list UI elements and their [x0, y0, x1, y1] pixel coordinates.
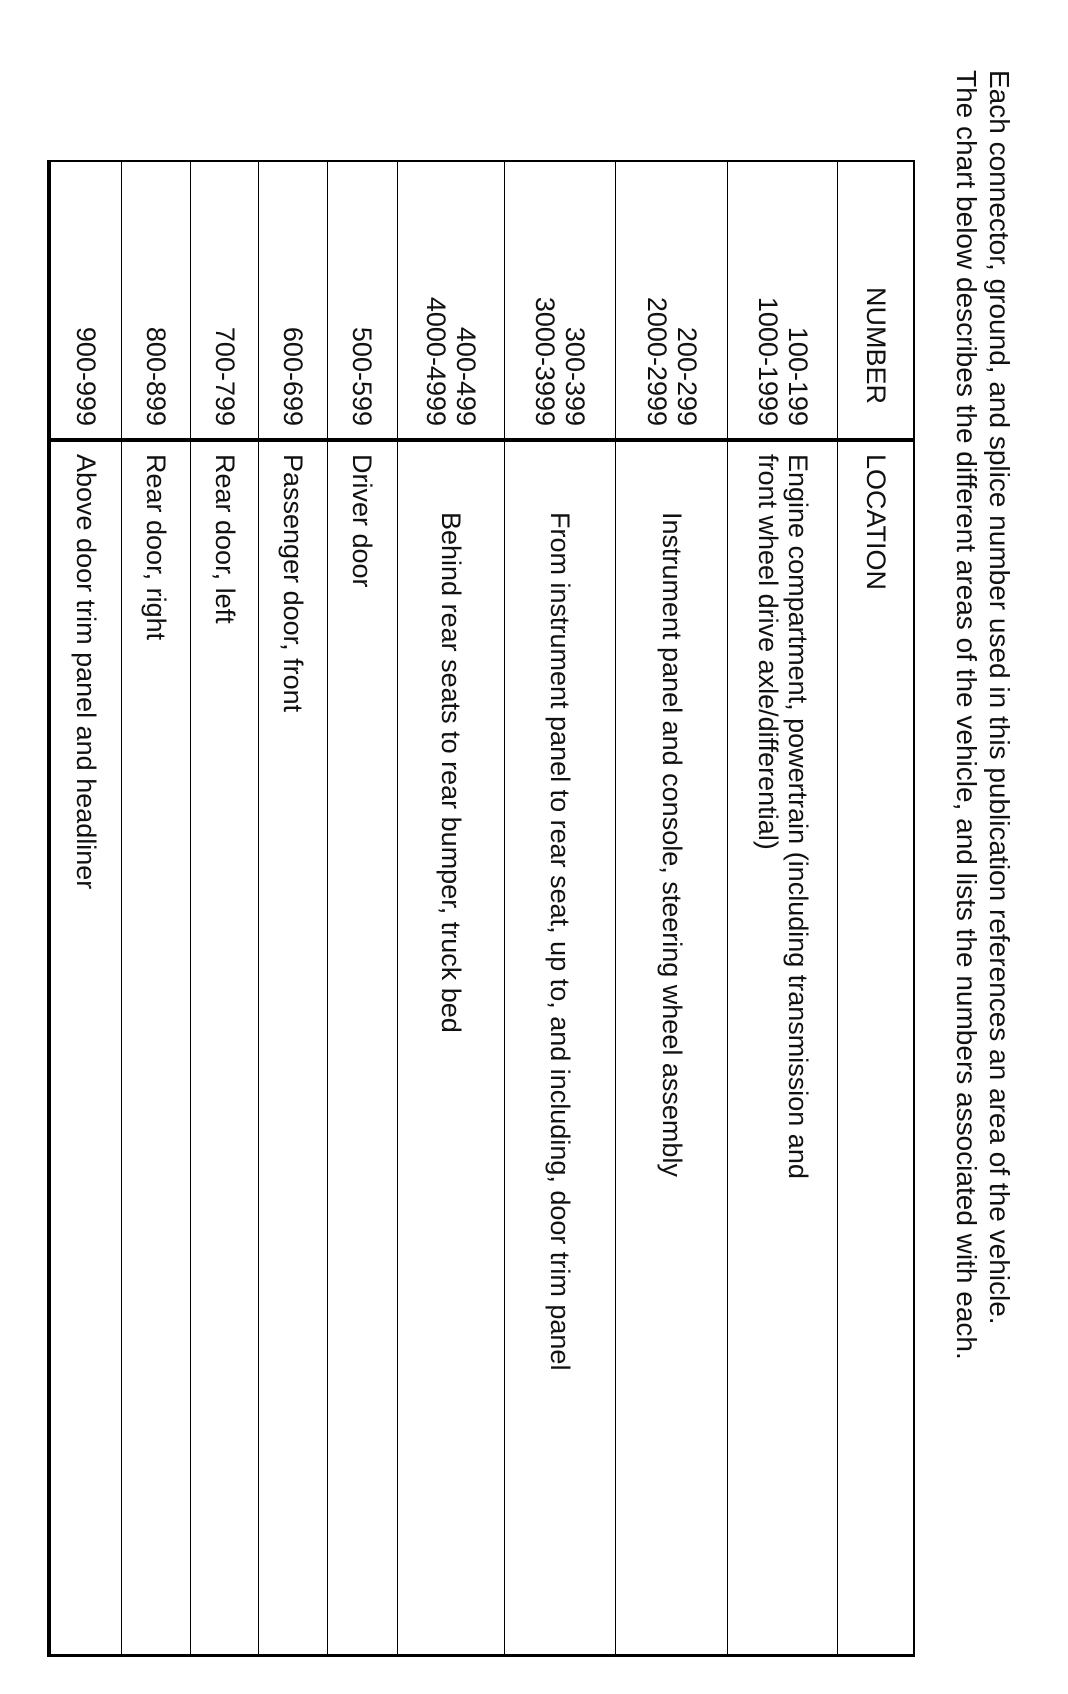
location-cell [49, 440, 122, 1656]
number-range: 3000-3999 [529, 296, 560, 426]
location-text: Passenger door, front [277, 454, 308, 713]
location-cell [122, 440, 191, 1656]
number-range: 500-599 [347, 326, 378, 426]
number-cell [258, 161, 327, 440]
location-text: Behind rear seats to rear bumper, truck bed [435, 512, 466, 1033]
number-column-header: NUMBER [838, 161, 914, 440]
location-text: Instrument panel and console, steering wheel assembly [656, 512, 687, 1177]
number-cell [615, 161, 728, 440]
table-row [122, 161, 191, 1656]
number-range: 900-999 [71, 326, 102, 426]
location-cell [504, 440, 615, 1656]
location-cell [398, 440, 504, 1656]
number-range: 4000-4999 [420, 296, 451, 426]
table-row [49, 161, 122, 1656]
location-cell [258, 440, 327, 1656]
number-range: 2000-2999 [641, 296, 672, 426]
location-cell [728, 440, 838, 1656]
number-cell [122, 161, 191, 440]
number-cell [327, 161, 397, 440]
number-cell [398, 161, 504, 440]
location-text: Driver door [347, 454, 378, 588]
table-row [615, 161, 728, 1656]
intro-line-1: Each connector, ground, and splice number used in this publication references an area of the vehicle. [984, 70, 1015, 1325]
number-range: 1000-1999 [752, 296, 783, 426]
table-row [191, 161, 259, 1656]
table-row [258, 161, 327, 1656]
number-range: 400-499 [450, 326, 481, 426]
number-range: 800-899 [141, 326, 172, 426]
location-cell [191, 440, 259, 1656]
location-text: Rear door, left [209, 454, 240, 624]
intro-line-2: The chart below describes the different areas of the vehicle, and lists the numbers associated with each. [951, 70, 982, 1360]
location-text: front wheel drive axle/differential) [752, 454, 783, 850]
table-row [504, 161, 615, 1656]
table-row [398, 161, 504, 1656]
number-range: 700-799 [209, 326, 240, 426]
location-text: Engine compartment, powertrain (including transmission and [782, 454, 813, 1179]
intro-paragraph [950, 70, 1016, 1630]
number-cell [191, 161, 259, 440]
location-text: Rear door, right [141, 454, 172, 641]
location-cell [615, 440, 728, 1656]
table-row [728, 161, 838, 1656]
location-text: Above door trim panel and headliner [71, 454, 102, 890]
number-range: 200-299 [671, 326, 702, 426]
number-range: 100-199 [782, 326, 813, 426]
location-text: From instrument panel to rear seat, up to, and including, door trim panel [544, 512, 575, 1371]
number-range: 600-699 [277, 326, 308, 426]
number-cell [504, 161, 615, 440]
number-range: 300-399 [559, 326, 590, 426]
number-cell [49, 161, 122, 440]
location-number-table [47, 160, 915, 1657]
location-cell [327, 440, 397, 1656]
table-header-row [838, 161, 914, 1656]
table-row [327, 161, 397, 1656]
location-column-header: LOCATION [838, 440, 914, 1656]
number-cell [728, 161, 838, 440]
